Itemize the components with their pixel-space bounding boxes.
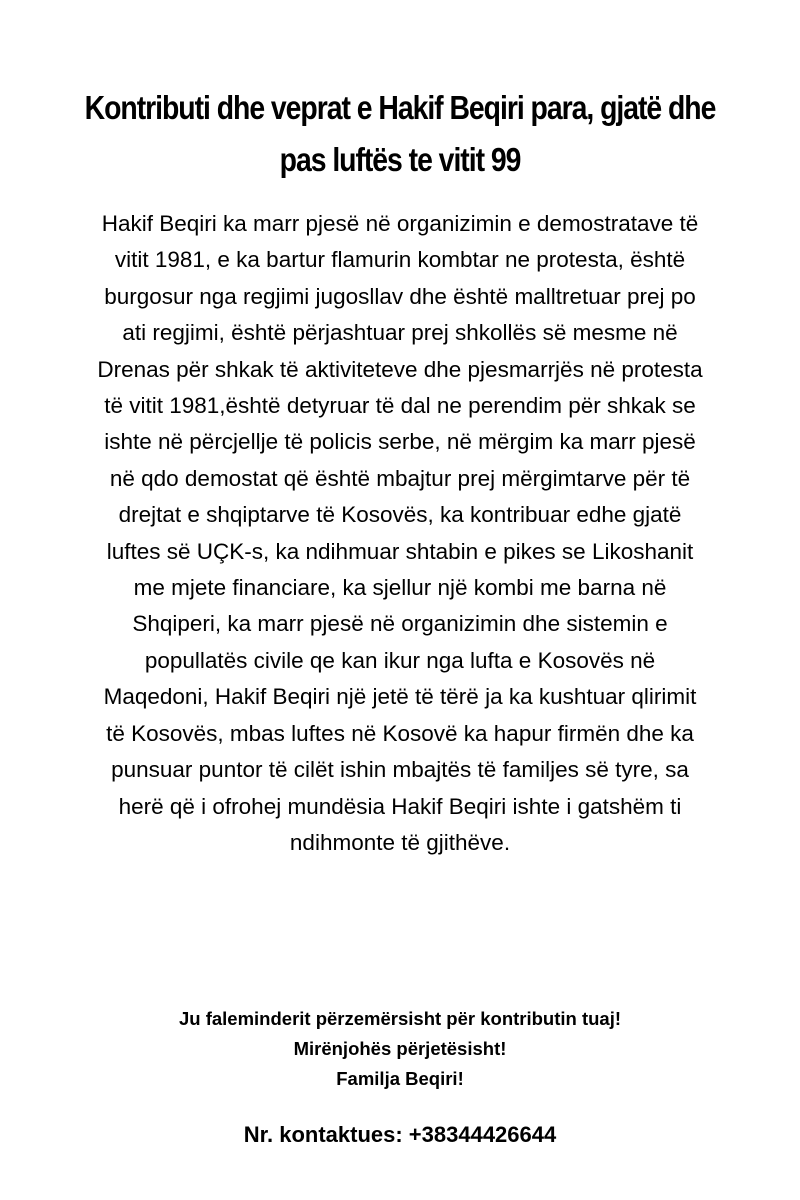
body-line: me mjete financiare, ka sjellur një kombi me barna në — [133, 575, 667, 601]
closing-message — [0, 1004, 800, 1094]
contact-number: Nr. kontaktues: +38344426644 — [243, 1122, 557, 1147]
body-line: luftes së UÇK-s, ka ndihmuar shtabin e pikes se Likoshanit — [106, 538, 694, 564]
thanks-line: Ju faleminderit përzemërsisht për kontributin tuaj! — [178, 1008, 622, 1029]
page-title — [56, 82, 744, 186]
body-line: vitit 1981, e ka bartur flamurin kombtar ne protesta, është — [114, 247, 686, 273]
body-line: burgosur nga regjimi jugosllav dhe është malltretuar prej po — [104, 283, 696, 309]
body-line: drejtat e shqiptarve të Kosovës, ka kontribuar edhe gjatë — [118, 502, 682, 528]
body-line: punsuar puntor të cilët ishin mbajtës të familjes së tyre, sa — [111, 757, 689, 783]
body-line: të vitit 1981,është detyruar të dal ne perendim për shkak se — [104, 393, 696, 419]
body-line: herë që i ofrohej mundësia Hakif Beqiri ishte i gatshëm ti — [118, 793, 682, 819]
body-line: ishte në përcjellje të policis serbe, në mërgim ka marr pjesë — [104, 429, 696, 455]
body-line: popullatës civile qe kan ikur nga lufta e Kosovës në — [144, 647, 656, 673]
body-line: Shqiperi, ka marr pjesë në organizimin dhe sistemin e — [132, 611, 668, 637]
body-line: Hakif Beqiri ka marr pjesë në organizimin e demostratave të — [101, 211, 699, 236]
body-line: ndihmonte të gjithëve. — [289, 829, 511, 855]
family-signature: Familja Beqiri! — [336, 1068, 464, 1089]
body-line: të Kosovës, mbas luftes në Kosovë ka hapur firmën dhe ka — [106, 720, 694, 746]
title-line-2: pas luftës te vitit 99 — [279, 141, 521, 178]
biography-paragraph — [0, 206, 800, 861]
title-line-1: Kontributi dhe veprat e Hakif Beqiri para, gjatë dhe — [84, 89, 716, 126]
body-line: në qdo demostat që është mbajtur prej mërgimtarve për të — [109, 465, 691, 491]
body-line: Drenas për shkak të aktiviteteve dhe pjesmarrjës në protesta — [97, 356, 703, 382]
gratitude-line: Mirënjohës përjetësisht! — [293, 1038, 507, 1059]
body-line: Maqedoni, Hakif Beqiri një jetë të tërë ja ka kushtuar qlirimit — [103, 684, 697, 710]
body-line: ati regjimi, është përjashtuar prej shkollës së mesme në — [122, 320, 678, 346]
